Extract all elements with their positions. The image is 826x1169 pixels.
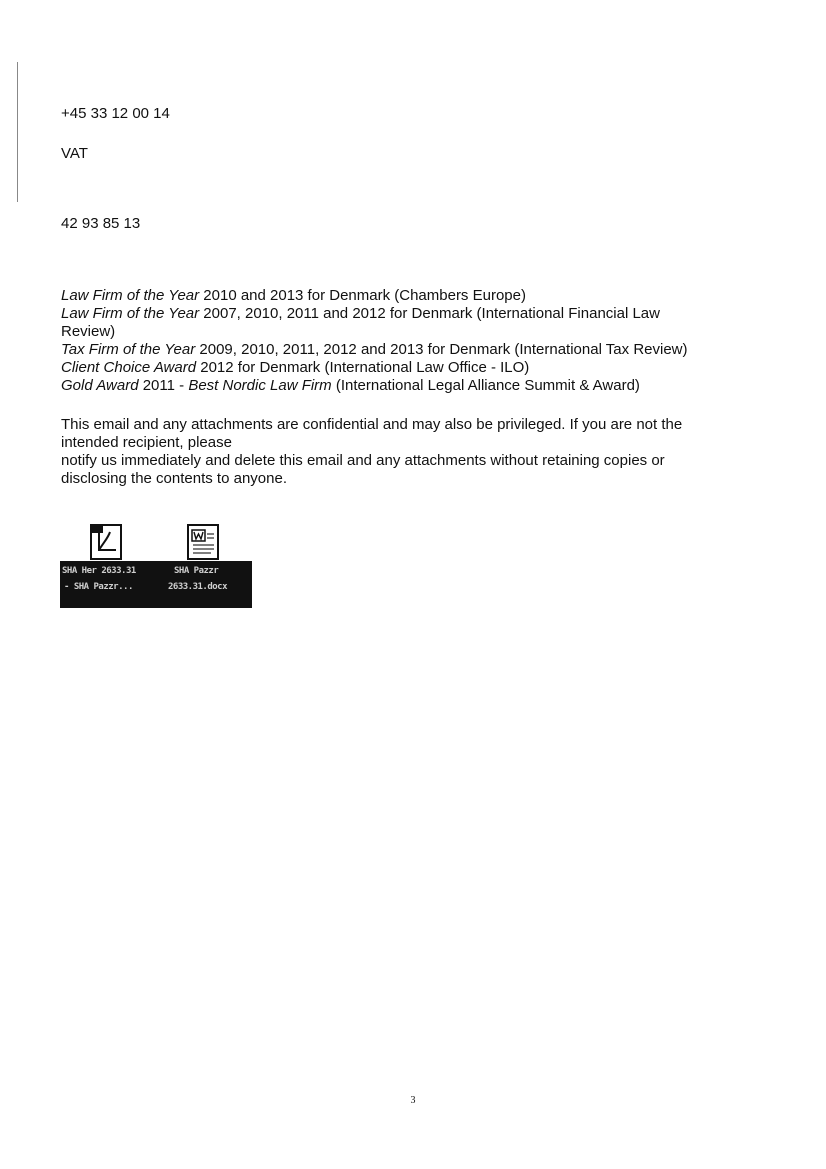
award-line: Tax Firm of the Year 2009, 2010, 2011, 2012 and 2013 for Denmark (International Tax Review) — [61, 341, 688, 358]
disclaimer-line: intended recipient, please — [61, 434, 232, 451]
vat-number: 42 93 85 13 — [61, 215, 141, 232]
award-line: Review) — [61, 323, 116, 340]
attachment-names-bar — [60, 561, 252, 608]
pdf-file-icon[interactable] — [90, 524, 122, 560]
attachment-name[interactable]: - SHA Pazzr... — [64, 582, 133, 592]
disclaimer-line: This email and any attachments are confidential and may also be privileged. If you are not the — [61, 416, 683, 433]
attachment-name[interactable]: 2633.31.docx — [168, 582, 228, 592]
awards-list — [61, 287, 761, 395]
disclaimer-line: notify us immediately and delete this email and any attachments without retaining copies or — [61, 452, 665, 469]
vat-label: VAT — [61, 145, 88, 162]
phone-number: +45 33 12 00 14 — [61, 105, 170, 122]
confidentiality-disclaimer — [61, 416, 761, 488]
award-line: Law Firm of the Year 2007, 2010, 2011 and 2012 for Denmark (International Financial Law — [61, 305, 660, 322]
award-line: Client Choice Award 2012 for Denmark (International Law Office - ILO) — [61, 359, 530, 376]
scan-edge-line — [17, 62, 18, 202]
attachment-name[interactable]: SHA Her 2633.31 — [62, 566, 136, 576]
word-file-icon[interactable] — [187, 524, 219, 560]
attachment-name[interactable]: SHA Pazzr — [174, 566, 219, 576]
disclaimer-line: disclosing the contents to anyone. — [61, 470, 287, 487]
page-number: 3 — [410, 1095, 416, 1106]
attachments-strip — [60, 524, 252, 608]
award-line: Law Firm of the Year 2010 and 2013 for Denmark (Chambers Europe) — [61, 287, 526, 304]
award-line: Gold Award 2011 - Best Nordic Law Firm (International Legal Alliance Summit & Award) — [61, 377, 640, 394]
